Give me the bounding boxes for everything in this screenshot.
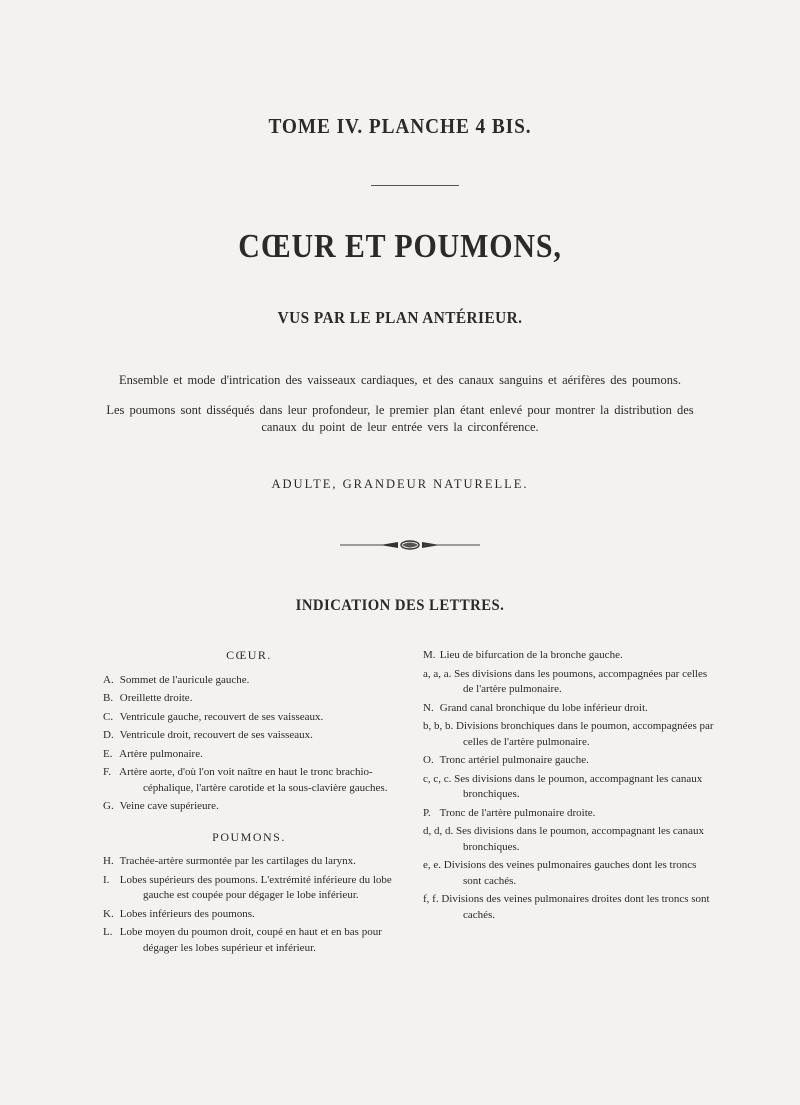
- legend-text: Divisions des veines pulmonaires gauches dont les troncs sont cachés.: [443, 859, 697, 887]
- legend-entry: [103, 710, 395, 726]
- left-column: [103, 648, 395, 959]
- legend-text: Artère aorte, d'où l'on voit naître en haut le tronc brachio-céphalique, l'artère carotide et la sous-clavière gauches.: [119, 766, 388, 794]
- legend-letter: a, a, a.: [423, 667, 452, 680]
- legend-text: Ses divisions dans les poumons, accompagnées par celles de l'artère pulmonaire.: [454, 667, 708, 695]
- legend-letter: d, d, d.: [423, 825, 454, 837]
- legend-text: Divisions bronchiques dans le poumon, accompagnées par celles de l'artère pulmonaire.: [456, 720, 714, 748]
- plate-title: TOME IV. PLANCHE 4 BIS.: [268, 114, 532, 138]
- legend-letter: M.: [423, 649, 436, 661]
- poumons-list: [103, 854, 395, 956]
- legend-text: Veine cave supérieure.: [119, 800, 219, 812]
- legend-entry: [103, 673, 395, 689]
- legend-text: Oreillette droite.: [119, 692, 193, 704]
- legend-text: Ses divisions dans le poumon, accompagnant les canaux bronchiques.: [454, 772, 703, 800]
- legend-text: Lobe moyen du poumon droit, coupé en haut et en bas pour dégager les lobes supérieur et inférieur.: [119, 926, 382, 954]
- legend-text: Lobes inférieurs des poumons.: [119, 907, 255, 920]
- coeur-section-title: CŒUR.: [226, 648, 272, 662]
- legend-entry: [103, 747, 395, 763]
- legend-letter: H.: [103, 855, 114, 867]
- legend-text: Ventricule droit, recouvert de ses vaisseaux.: [119, 729, 313, 741]
- legend-letter: E.: [103, 747, 113, 760]
- legend-letter: P.: [423, 806, 431, 819]
- description-paragraph-2: Les poumons sont disséqués dans leur profondeur, le premier plan étant enlevé pour montrer la distribution des canaux du point de leur entrée vers la circonférence.: [106, 403, 694, 434]
- legend-letter: L.: [103, 926, 113, 938]
- sub-heading: VUS PAR LE PLAN ANTÉRIEUR.: [277, 308, 523, 327]
- legend-entry: [423, 701, 715, 717]
- legend-entry: [423, 719, 715, 750]
- main-heading: CŒUR ET POUMONS,: [238, 228, 562, 265]
- legend-letter: I.: [103, 873, 110, 886]
- letters-index-heading: INDICATION DES LETTRES.: [295, 597, 505, 614]
- coeur-list: [103, 673, 395, 815]
- legend-entry: [103, 728, 395, 744]
- legend-letter: D.: [103, 729, 114, 741]
- legend-letter: b, b, b.: [423, 720, 454, 732]
- legend-letter: F.: [103, 766, 111, 778]
- legend-entry: [423, 824, 715, 855]
- legend-text: Tronc de l'artère pulmonaire droite.: [439, 806, 596, 819]
- legend-letter: O.: [423, 754, 434, 766]
- legend-letter: A.: [103, 673, 114, 686]
- legend-entry: [103, 691, 395, 707]
- legend-entry: [103, 907, 395, 923]
- legend-entry: [423, 667, 715, 698]
- legend-text: Ses divisions dans le poumon, accompagnant les canaux bronchiques.: [456, 825, 705, 853]
- legend-text: Tronc artériel pulmonaire gauche.: [439, 754, 589, 766]
- legend-entry: [423, 806, 715, 822]
- legend-letter: G.: [103, 800, 114, 812]
- legend-letter: f, f.: [423, 893, 439, 905]
- legend-entry: [423, 858, 715, 889]
- legend-letter: N.: [423, 701, 434, 714]
- legend-entry: [103, 925, 395, 956]
- legend-letter: C.: [103, 710, 114, 723]
- legend-entry: [423, 753, 715, 769]
- legend-text: Divisions des veines pulmonaires droites dont les troncs sont cachés.: [441, 893, 710, 921]
- legend-entry: [103, 765, 395, 796]
- legend-text: Lobes supérieurs des poumons. L'extrémité inférieure du lobe gauche est coupée pour dégager le lobe inférieur.: [119, 873, 392, 901]
- legend-text: Trachée-artère surmontée par les cartilages du larynx.: [119, 855, 356, 867]
- legend-entry: [103, 854, 395, 870]
- bronchi-vessels-list: [423, 648, 715, 923]
- right-column: [423, 648, 715, 926]
- title-divider: [371, 185, 459, 186]
- legend-entry: [103, 799, 395, 815]
- ornament-divider: [340, 538, 480, 552]
- poumons-section-title: POUMONS.: [212, 829, 286, 844]
- legend-letter: K.: [103, 907, 114, 920]
- scale-note: ADULTE, GRANDEUR NATURELLE.: [271, 477, 529, 491]
- legend-text: Lieu de bifurcation de la bronche gauche.: [439, 649, 623, 661]
- description-paragraph-1: Ensemble et mode d'intrication des vaisseaux cardiaques, et des canaux sanguins et aérifères des poumons.: [118, 373, 682, 387]
- legend-letter: c, c, c.: [423, 772, 452, 785]
- legend-entry: [423, 892, 715, 923]
- legend-text: Sommet de l'auricule gauche.: [119, 673, 250, 686]
- legend-entry: [423, 772, 715, 803]
- legend-entry: [103, 873, 395, 904]
- legend-text: Ventricule gauche, recouvert de ses vaisseaux.: [119, 710, 324, 723]
- legend-text: Artère pulmonaire.: [119, 747, 203, 760]
- legend-text: Grand canal bronchique du lobe inférieur droit.: [439, 701, 648, 714]
- legend-letter: e, e.: [423, 859, 442, 871]
- legend-letter: B.: [103, 692, 114, 704]
- legend-entry: [423, 648, 715, 664]
